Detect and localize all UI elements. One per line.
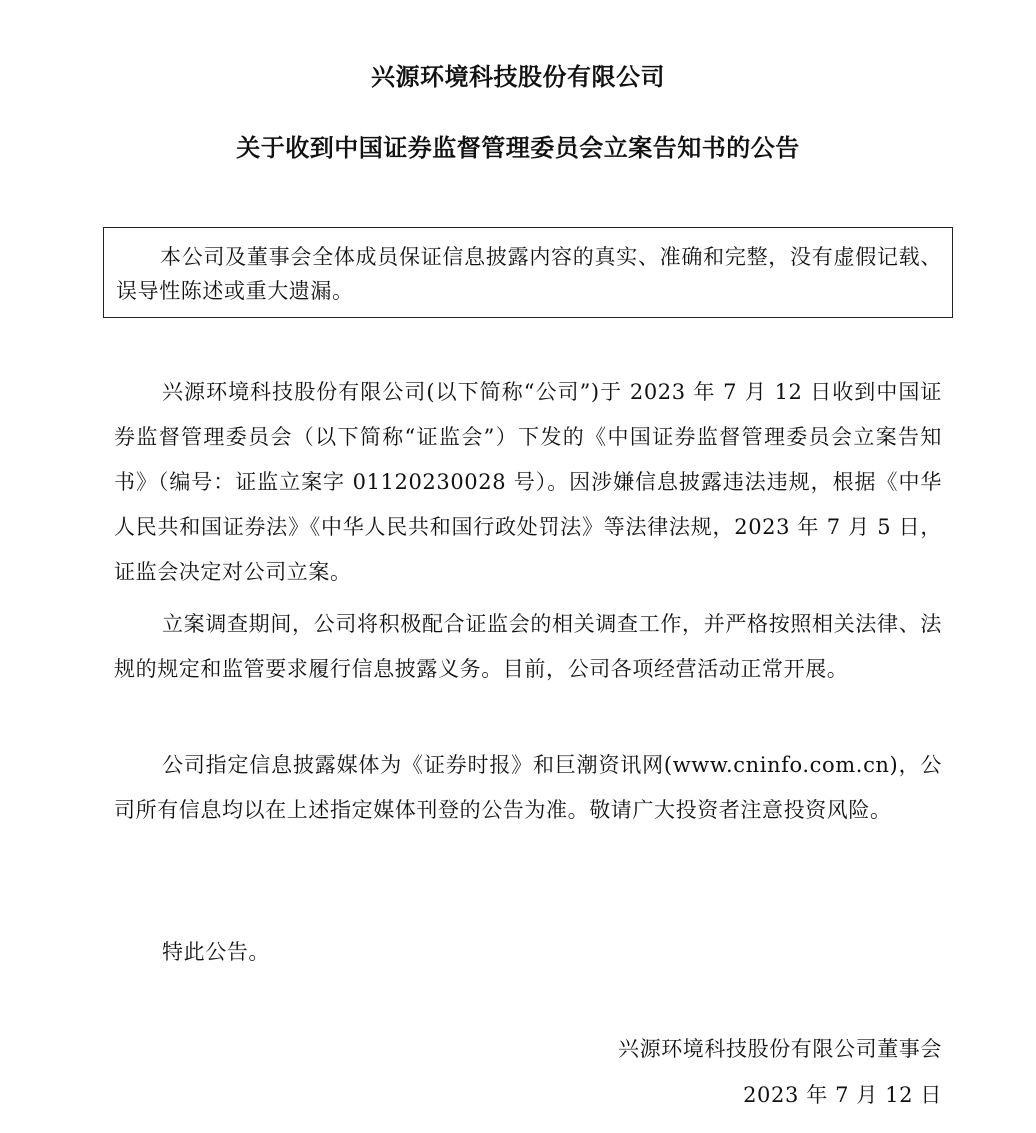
paragraph-text: 特此公告。 <box>162 940 270 964</box>
board-assurance-notice: 本公司及董事会全体成员保证信息披露内容的真实、准确和完整，没有虚假记载、误导性陈述或重大遗漏。 <box>103 227 953 318</box>
body-paragraph-1 <box>114 370 942 595</box>
signature-date: 2023 年 7 月 12 日 <box>743 1083 942 1107</box>
paragraph-text: 公司指定信息披露媒体为《证券时报》和巨潮资讯网(www.cninfo.com.cn)，公司所有信息均以在上述指定媒体刊登的公告为准。敬请广大投资者注意投资风险。 <box>114 753 942 822</box>
announcement-title: 关于收到中国证券监督管理委员会立案告知书的公告 <box>236 134 800 162</box>
body-paragraph-3 <box>114 743 942 833</box>
paragraph-text: 兴源环境科技股份有限公司(以下简称“公司”)于 2023 年 7 月 12 日收到中国证券监督管理委员会（以下简称“证监会”）下发的《中国证券监督管理委员会立案告知书》（编号：证监立案字 01120230028 号）。因涉嫌信息披露违法违规，根据《中华人民共和国证券法》《中华人民共和国行政处罚法》等法律法规，2023 年 7 月 5 日，证监会决定对公司立案。 <box>114 380 942 584</box>
company-title: 兴源环境科技股份有限公司 <box>371 63 665 91</box>
paragraph-text: 立案调查期间，公司将积极配合证监会的相关调查工作，并严格按照相关法律、法规的规定和监管要求履行信息披露义务。目前，公司各项经营活动正常开展。 <box>114 612 942 681</box>
closing-statement <box>114 930 942 975</box>
signature-organization: 兴源环境科技股份有限公司董事会 <box>618 1037 942 1061</box>
body-paragraph-2 <box>114 602 942 692</box>
